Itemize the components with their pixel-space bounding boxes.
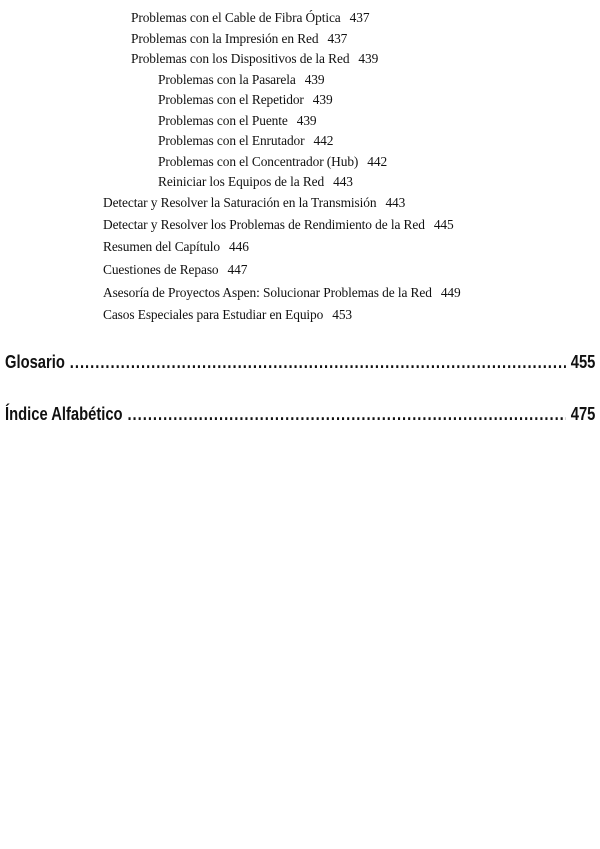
toc-entry-page: 442: [313, 133, 334, 148]
toc-entry: [103, 307, 352, 323]
toc-entry-title: Problemas con el Concentrador (Hub): [158, 154, 359, 169]
dot-leader: [70, 351, 566, 373]
toc-entry: [103, 195, 405, 211]
toc-entry: [158, 72, 324, 88]
toc-entry-page: 446: [229, 239, 249, 254]
toc-entry-title: Problemas con el Repetidor: [158, 92, 304, 107]
toc-major-page: 475: [570, 404, 596, 424]
toc-entry-page: 437: [349, 10, 370, 25]
toc-entry-title: Casos Especiales para Estudiar en Equipo: [103, 307, 324, 322]
toc-major-page: 455: [570, 352, 596, 372]
toc-major-entry-indice: [5, 401, 595, 425]
toc-entry-page: 453: [332, 307, 353, 322]
toc-entry: [103, 239, 249, 255]
toc-entry: [131, 31, 347, 47]
toc-entry-page: 439: [358, 51, 379, 66]
toc-entry-title: Problemas con la Pasarela: [158, 72, 296, 87]
toc-entry: [131, 10, 369, 26]
toc-entry: [131, 51, 378, 67]
toc-entry-title: Detectar y Resolver los Problemas de Rendimiento de la Red: [103, 217, 425, 232]
toc-entry-page: 445: [433, 217, 454, 232]
dot-leader: [127, 403, 565, 425]
toc-entry: [158, 154, 387, 170]
toc-major-title: Índice Alfabético: [5, 404, 123, 424]
toc-entry: [103, 285, 461, 301]
toc-entry-page: 439: [312, 92, 333, 107]
toc-entry-page: 439: [304, 72, 325, 87]
toc-entry: [158, 174, 353, 190]
toc-major-title: Glosario: [5, 352, 65, 372]
toc-entry-page: 437: [327, 31, 348, 46]
toc-entry-title: Cuestiones de Repaso: [103, 262, 219, 277]
toc-entry-title: Resumen del Capítulo: [103, 239, 221, 254]
toc-entry-title: Asesoría de Proyectos Aspen: Solucionar Problemas de la Red: [103, 285, 432, 300]
toc-entry-title: Problemas con el Cable de Fibra Óptica: [131, 10, 341, 25]
toc-entry-title: Detectar y Resolver la Saturación en la Transmisión: [103, 195, 377, 210]
toc-entry: [158, 133, 333, 149]
toc-entry-title: Problemas con el Puente: [158, 113, 288, 128]
toc-entry-page: 449: [440, 285, 461, 300]
toc-entry: [103, 262, 247, 278]
toc-entry-title: Reiniciar los Equipos de la Red: [158, 174, 325, 189]
toc-entry: [158, 92, 333, 108]
toc-entry-page: 439: [296, 113, 317, 128]
toc-entry-page: 447: [227, 262, 248, 277]
toc-entry-title: Problemas con la Impresión en Red: [131, 31, 319, 46]
toc-entry-title: Problemas con el Enrutador: [158, 133, 305, 148]
toc-entry-page: 443: [385, 195, 406, 210]
toc-entry: [103, 217, 454, 233]
toc-major-entry-glosario: [5, 349, 595, 373]
toc-entry-page: 443: [333, 174, 353, 189]
toc-entry-title: Problemas con los Dispositivos de la Red: [131, 51, 350, 66]
toc-entry: [158, 113, 317, 129]
toc-entry-page: 442: [367, 154, 388, 169]
